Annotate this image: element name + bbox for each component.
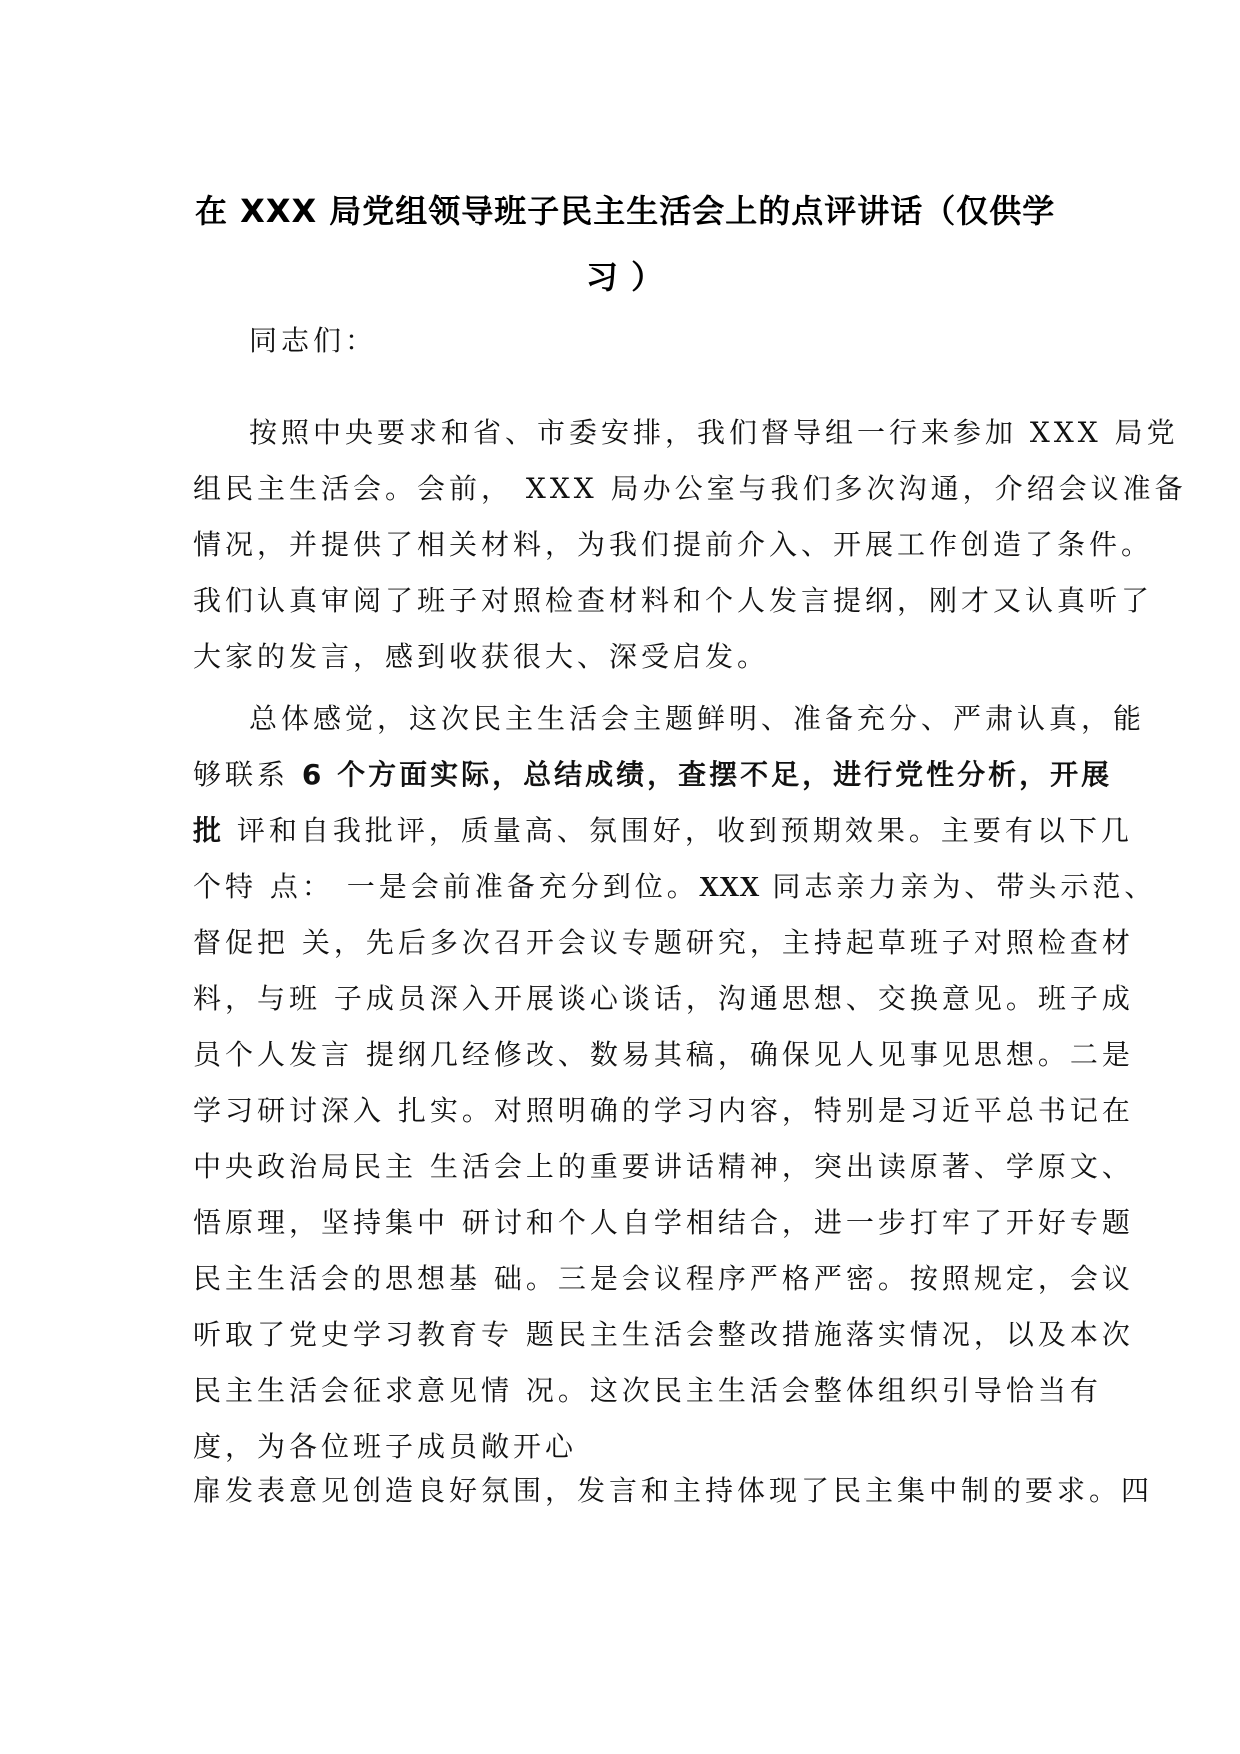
para2-line-7: 员个人发言 提纲几经修改、数易其稿，确保见人见事见思想。二是 <box>193 1038 1134 1071</box>
para1-line-1: 按照中央要求和省、市委安排，我们督导组一行来参加 XXX 局党 <box>249 416 1179 449</box>
para2-line-3-bold: 批 <box>193 814 225 847</box>
salutation: 同志们： <box>249 324 378 357</box>
para2-line-4-rest: 同志亲力亲为、带头示范、 <box>759 870 1157 903</box>
para2-line-5: 督促把 关，先后多次召开会议专题研究，主持起草班子对照检查材 <box>193 926 1134 959</box>
para2-line-15: 扉发表意见创造良好氛围，发言和主持体现了民主集中制的要求。四 <box>193 1474 1154 1507</box>
para2-line-9: 中央政治局民主 生活会上的重要讲话精神，突出读原著、学原文、 <box>193 1150 1134 1183</box>
para2-line-2 <box>193 747 1113 803</box>
document-body <box>193 313 1187 1519</box>
title-line-1: 在 XXX 局党组领导班子民主生活会上的点评讲话（仅供学 <box>195 192 1056 230</box>
para1-line-4: 我们认真审阅了班子对照检查材料和个人发言提纲，刚才又认真听了 <box>193 584 1154 617</box>
para2-line-3-rest: 评和自我批评，质量高、氛围好，收到预期效果。主要有以下几 <box>224 814 1133 847</box>
para2-line-14: 度，为各位班子成员敞开心 <box>193 1430 578 1463</box>
para2-line-10: 悟原理，坚持集中 研讨和个人自学相结合，进一步打牢了开好专题 <box>193 1206 1134 1239</box>
para2-line-2-bold: 6 个方面实际，总结成绩，查摆不足，进行党性分析，开展 <box>301 758 1113 791</box>
para2-line-11: 民主生活会的思想基 础。三是会议程序严格严密。按照规定，会议 <box>193 1262 1134 1295</box>
para2-line-6: 料，与班 子成员深入开展谈心谈话，沟通思想、交换意见。班子成 <box>193 982 1134 1015</box>
para1-line-2: 组民主生活会。会前， XXX 局办公室与我们多次沟通，介绍会议准备 <box>193 472 1187 505</box>
para2-line-3 <box>193 803 1133 859</box>
para2-line-4-prefix: 个特 点： 一是会前准备充分到位。 <box>193 870 699 903</box>
para2-line-8: 学习研讨深入 扎实。对照明确的学习内容，特别是习近平总书记在 <box>193 1094 1134 1127</box>
para1-line-5: 大家的发言，感到收获很大、深受启发。 <box>193 640 770 673</box>
para2-line-4 <box>193 859 1157 915</box>
para2-line-1: 总体感觉，这次民主生活会主题鲜明、准备充分、严肃认真，能 <box>249 702 1146 735</box>
para2-line-2-prefix: 够联系 <box>193 758 302 791</box>
para2-line-13: 民主生活会征求意见情 况。这次民主生活会整体组织引导恰当有 <box>193 1374 1102 1407</box>
para2-line-12: 听取了党史学习教育专 题民主生活会整改措施落实情况，以及本次 <box>193 1318 1134 1351</box>
para1-line-3: 情况，并提供了相关材料，为我们提前介入、开展工作创造了条件。 <box>193 528 1154 561</box>
para2-line-4-bold: XXX <box>698 872 760 903</box>
title-line-2: 习 ） <box>585 258 665 296</box>
document-title <box>195 178 1055 310</box>
